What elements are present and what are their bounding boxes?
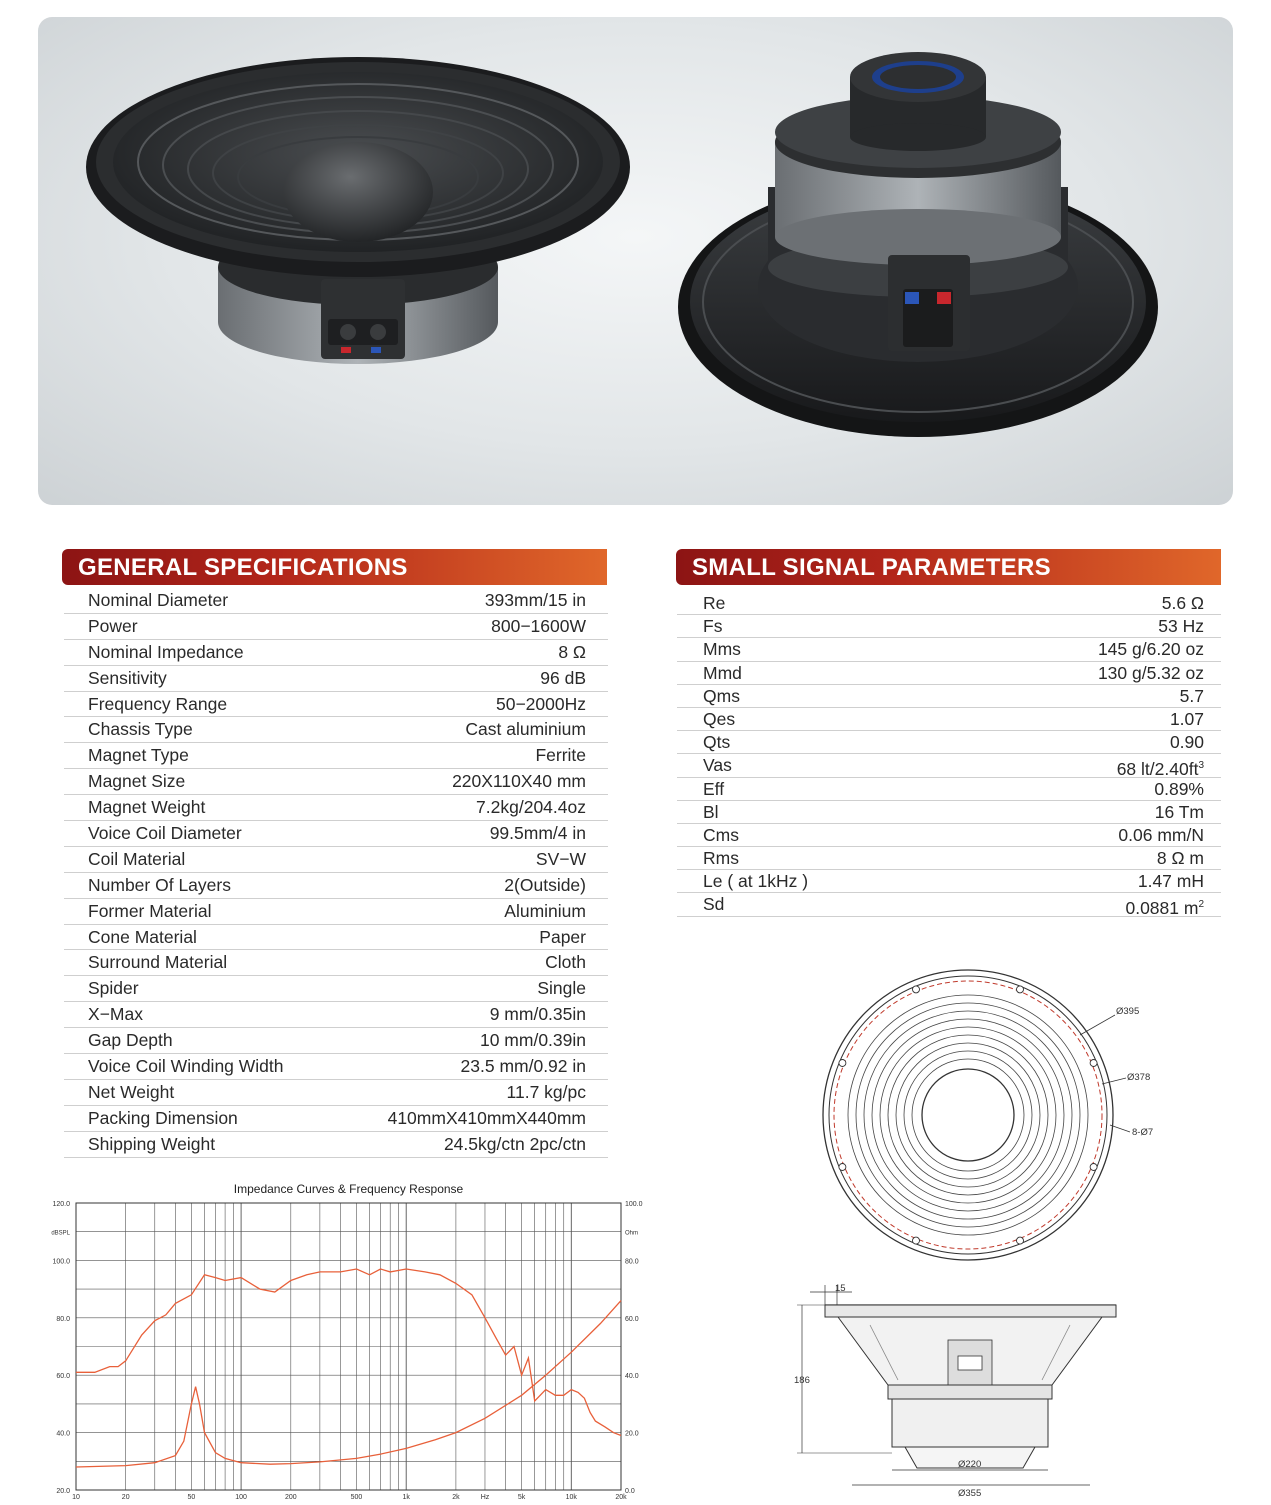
spec-label: Qms: [703, 685, 740, 706]
right-tick-label: 100.0: [625, 1201, 643, 1208]
spec-value: [465, 717, 586, 742]
spec-label: Voice Coil Diameter: [88, 823, 242, 844]
spec-label: Net Weight: [88, 1081, 175, 1102]
spec-value-text: 9 mm/0.35in: [489, 1004, 586, 1025]
spec-value: [496, 692, 586, 717]
spec-value: [535, 743, 586, 768]
spec-value: [1158, 615, 1204, 638]
left-tick-label: 60.0: [56, 1373, 70, 1381]
spec-label: Vas: [703, 755, 732, 776]
general-specifications-banner: GENERAL SPECIFICATIONS: [62, 549, 607, 585]
spec-label: Shipping Weight: [88, 1133, 216, 1154]
spec-row: [64, 873, 608, 899]
spec-value: [558, 640, 586, 665]
spec-label: Number Of Layers: [88, 874, 231, 895]
spec-value: [461, 1054, 586, 1079]
spec-label: Frequency Range: [88, 693, 228, 714]
x-tick-label: 20: [121, 1494, 130, 1501]
spec-row: [64, 769, 608, 795]
spec-value: [504, 899, 586, 924]
spec-label: Nominal Impedance: [88, 641, 244, 662]
bolt-hole: [1090, 1060, 1097, 1067]
left-tick-label: 80.0: [56, 1315, 70, 1323]
spec-label: Spider: [88, 978, 139, 999]
spec-label: Packing Dimension: [88, 1107, 238, 1128]
spec-label: Qts: [703, 732, 731, 753]
x-tick-label: 500: [350, 1494, 363, 1501]
spec-value-text: Paper: [539, 926, 586, 947]
left-tick-label: 20.0: [56, 1488, 70, 1495]
front-speaker-image: [86, 57, 630, 364]
x-tick-label: 100: [235, 1494, 247, 1501]
spec-value: [444, 1132, 586, 1157]
spec-row: [64, 614, 608, 640]
right-tick-label: 80.0: [625, 1258, 639, 1266]
spec-value: [490, 1002, 586, 1027]
spec-value-text: 393mm/15 in: [484, 590, 586, 610]
spec-row: [677, 778, 1221, 801]
spec-value: [1098, 638, 1204, 661]
spec-label: Mmd: [703, 662, 742, 683]
x-tick-label: 200: [284, 1494, 297, 1501]
spec-value: [1118, 824, 1204, 847]
spec-value: [490, 821, 586, 846]
cone-ring: [904, 1051, 1032, 1179]
cone-ring: [864, 1011, 1072, 1219]
right-tick-label: 0.0: [625, 1488, 635, 1495]
spec-value-text: 8 Ω m: [1156, 848, 1204, 869]
spec-value: [507, 1080, 586, 1105]
spec-row: [677, 615, 1221, 638]
spec-label: Voice Coil Winding Width: [88, 1056, 284, 1077]
spec-value: [539, 925, 586, 950]
spec-row: [64, 640, 608, 666]
spec-row: [64, 899, 608, 925]
right-tick-label: 20.0: [625, 1430, 639, 1438]
spec-value-text: 24.5kg/ctn 2pc/ctn: [443, 1133, 586, 1154]
spec-value: [388, 1106, 586, 1131]
spec-row: [64, 847, 608, 873]
spec-row: [64, 821, 608, 847]
spec-value: [1138, 870, 1204, 893]
spec-label: Bl: [703, 801, 719, 822]
outer-diameter-label: Ø395: [1116, 1006, 1140, 1017]
spec-value-text: 5.7: [1179, 685, 1204, 706]
bolt-hole: [1090, 1164, 1097, 1171]
spec-value-text: 1.07: [1169, 708, 1204, 729]
spec-row: [677, 638, 1221, 661]
spec-value-text: Cast aluminium: [465, 719, 586, 740]
spec-value: [504, 873, 586, 898]
right-axis-label: Ohm: [625, 1230, 639, 1237]
spec-row: [64, 692, 608, 718]
spec-value-text: 53 Hz: [1158, 616, 1204, 637]
front-view-drawing: [823, 970, 1153, 1260]
spec-label: Power: [88, 615, 138, 636]
left-tick-label: 100.0: [52, 1258, 70, 1266]
spec-row: [64, 717, 608, 743]
spec-value-text: 130 g/5.32 oz: [1097, 662, 1204, 683]
right-tick-label: 40.0: [625, 1373, 639, 1381]
spec-label: Former Material: [88, 900, 212, 921]
spec-label: Magnet Size: [88, 771, 186, 792]
spec-value: [1157, 847, 1204, 870]
spec-row: [64, 1106, 608, 1132]
x-tick-label: 5k: [517, 1494, 526, 1501]
spec-label: Rms: [703, 848, 739, 869]
spec-value-text: 145 g/6.20 oz: [1097, 639, 1204, 660]
spec-value-text: Ferrite: [535, 745, 586, 766]
spec-row: [677, 662, 1221, 685]
small-signal-parameters-banner: SMALL SIGNAL PARAMETERS: [676, 549, 1221, 585]
left-tick-label: 40.0: [56, 1430, 70, 1438]
x-tick-label: 10k: [565, 1494, 577, 1501]
bolt-hole: [839, 1060, 846, 1067]
spec-value: [452, 769, 586, 794]
right-tick-label: 60.0: [625, 1315, 639, 1323]
spec-value-text: 16 Tm: [1154, 801, 1204, 822]
spec-row: [64, 950, 608, 976]
spec-row: [677, 708, 1221, 731]
spec-value-text: 99.5mm/4 in: [489, 823, 586, 844]
x-tick-label: 10: [72, 1494, 80, 1501]
general-specifications-table: [64, 588, 608, 1158]
x-tick-label: 50: [187, 1494, 196, 1501]
baffle-diameter-label: Ø355: [958, 1488, 982, 1499]
magnet-diameter-label: Ø220: [958, 1459, 982, 1470]
spec-row: [677, 801, 1221, 824]
spec-row: [64, 588, 608, 614]
spec-label: Nominal Diameter: [88, 590, 229, 610]
spec-value: [545, 950, 586, 975]
depth-label: 186: [794, 1375, 810, 1386]
impedance-frequency-chart: [40, 1178, 643, 1501]
spec-label: Le ( at 1kHz ): [703, 871, 809, 892]
spec-value-text: Cloth: [545, 952, 586, 973]
x-tick-label: 20k: [615, 1494, 627, 1501]
technical-drawings: [780, 960, 1180, 1500]
spec-value: [480, 1028, 586, 1053]
bolt-hole: [913, 1237, 920, 1244]
spec-row: [677, 685, 1221, 708]
spec-label: Cone Material: [88, 926, 197, 947]
spec-row: [677, 754, 1221, 780]
cone-ring: [848, 995, 1088, 1235]
spec-row: [64, 976, 608, 1002]
spec-value-text: Single: [537, 978, 586, 999]
spec-row: [64, 1002, 608, 1028]
spec-label: Gap Depth: [88, 1030, 173, 1051]
spec-value: [476, 795, 586, 820]
spec-value: [485, 588, 586, 613]
spec-value: [1170, 731, 1204, 754]
spec-value-text: 410mmX410mmX440mm: [387, 1107, 586, 1128]
spec-value: [1155, 801, 1204, 824]
spec-label: Coil Material: [88, 848, 186, 869]
spec-row: [677, 847, 1221, 870]
spec-value-text: 1.47 mH: [1137, 871, 1204, 892]
product-photo-panel: [38, 17, 1233, 505]
x-unit-label: Hz: [480, 1494, 490, 1501]
flange-label: 15: [835, 1283, 846, 1294]
spec-value-text: 800−1600W: [491, 615, 586, 636]
cone-ring: [872, 1019, 1064, 1211]
cone-ring: [912, 1059, 1024, 1171]
spec-label: Qes: [703, 708, 736, 729]
spec-unit-exponent: 2: [1198, 899, 1204, 911]
spec-label: Chassis Type: [88, 719, 193, 740]
cone-ring: [856, 1003, 1080, 1227]
spec-value-text: 0.90: [1169, 732, 1204, 753]
spec-value: [1125, 893, 1204, 920]
x-tick-label: 2k: [452, 1494, 460, 1501]
spec-label: Sensitivity: [88, 667, 167, 688]
spec-value-text: 96 dB: [540, 667, 586, 688]
spec-value-text: 10 mm/0.39in: [479, 1030, 586, 1051]
spec-label: Re: [703, 593, 726, 613]
spec-value-text: 220X110X40 mm: [452, 771, 586, 792]
holes-label: 8-Ø7: [1132, 1127, 1154, 1138]
spec-label: Magnet Type: [88, 745, 189, 766]
cone-ring: [896, 1043, 1040, 1187]
spec-value: [1098, 662, 1204, 685]
impedance-series-line: [76, 1301, 621, 1467]
spec-row: [64, 1080, 608, 1106]
spec-value-text: 7.2kg/204.4oz: [476, 797, 586, 818]
rear-speaker-image: [678, 52, 1158, 437]
spec-label: Fs: [703, 616, 723, 637]
spec-value-text: 0.06 mm/N: [1118, 824, 1204, 845]
chart-svg: [40, 1178, 643, 1501]
spec-value: [491, 614, 586, 639]
spec-label: Sd: [703, 894, 725, 915]
spec-row: [64, 1054, 608, 1080]
side-view-drawing: [794, 1283, 1116, 1499]
spec-value-text: 23.5 mm/0.92 in: [460, 1056, 586, 1077]
spec-row: [64, 1028, 608, 1054]
spec-value-text: 5.6 Ω: [1161, 593, 1204, 613]
bolt-hole: [1017, 1237, 1024, 1244]
left-tick-label: 120.0: [52, 1201, 70, 1208]
spec-label: X−Max: [88, 1004, 143, 1025]
spec-value-text: 0.0881 m: [1125, 898, 1199, 919]
spec-value-text: 8 Ω: [558, 641, 586, 662]
spec-value: [536, 847, 586, 872]
bolt-circle-label: Ø378: [1127, 1072, 1151, 1083]
spec-value: [537, 976, 586, 1001]
spec-value: [1162, 592, 1204, 615]
bolt-hole: [913, 986, 920, 993]
cone-ring: [880, 1027, 1056, 1203]
spec-value-text: 50−2000Hz: [495, 693, 586, 714]
spec-value: [1180, 685, 1204, 708]
spec-label: Surround Material: [88, 952, 228, 973]
spec-value: [1154, 778, 1204, 801]
spec-row: [677, 893, 1221, 919]
small-signal-parameters-table: [677, 592, 1221, 917]
spec-unit-exponent: 3: [1198, 760, 1204, 772]
x-tick-label: 1k: [402, 1494, 410, 1501]
spec-row: [677, 870, 1221, 893]
left-axis-label: dBSPL: [51, 1230, 70, 1237]
spec-row: [64, 925, 608, 951]
spec-row: [64, 1132, 608, 1158]
chart-title: Impedance Curves & Frequency Response: [233, 1182, 464, 1196]
spec-value: [1170, 708, 1204, 731]
speaker-photos: [38, 17, 1233, 505]
spec-label: Eff: [703, 778, 725, 799]
spec-row: [677, 731, 1221, 754]
spec-value: [540, 666, 586, 691]
spec-value-text: SV−W: [535, 848, 586, 869]
spec-row: [64, 666, 608, 692]
spec-label: Cms: [703, 824, 739, 845]
spec-value-text: Aluminium: [504, 900, 586, 921]
bolt-hole: [839, 1164, 846, 1171]
spec-row: [677, 824, 1221, 847]
spec-label: Magnet Weight: [88, 797, 206, 818]
spec-value-text: 68 lt/2.40ft: [1116, 759, 1199, 780]
spec-row: [64, 743, 608, 769]
spec-row: [64, 795, 608, 821]
spec-value-text: 2(Outside): [504, 874, 586, 895]
spec-row: [677, 592, 1221, 615]
spec-value-text: 11.7 kg/pc: [506, 1081, 586, 1102]
spec-value-text: 0.89%: [1154, 778, 1204, 799]
bolt-hole: [1017, 986, 1024, 993]
spl-series-line: [76, 1269, 621, 1436]
spec-label: Mms: [703, 639, 741, 660]
